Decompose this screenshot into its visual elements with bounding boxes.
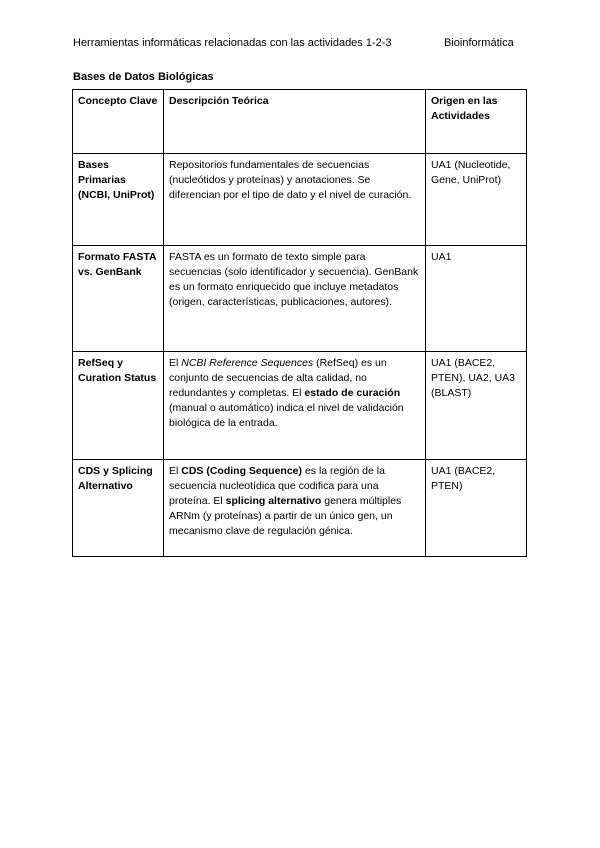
- description-text: (manual o automático) indica el nivel de validación biológica de la entrada.: [169, 402, 404, 429]
- origin-cell: UA1: [426, 246, 527, 352]
- concept-cell: Formato FASTA vs. GenBank: [73, 246, 164, 352]
- description-text: FASTA es un formato de texto simple para secuencias (solo identificador y secuencia). GenBank es un formato enriquecido que incluye metadatos (origen, características, publicaciones, autores).: [169, 251, 419, 308]
- description-text: CDS (Coding Sequence): [181, 465, 303, 477]
- description-cell: [164, 154, 426, 246]
- origin-cell: UA1 (Nucleotide, Gene, UniProt): [426, 154, 527, 246]
- concept-cell: CDS y Splicing Alternativo: [73, 460, 164, 557]
- description-cell: [164, 246, 426, 352]
- origin-cell: UA1 (BACE2, PTEN): [426, 460, 527, 557]
- concept-cell: Bases Primarias (NCBI, UniProt): [73, 154, 164, 246]
- table-row: [73, 352, 527, 460]
- description-text: El: [169, 357, 182, 369]
- description-text: genera múltiples ARNm (y proteínas) a partir de un único gen, un mecanismo clave de regulación génica.: [169, 495, 402, 537]
- section-title: Bases de Datos Biológicas: [73, 71, 214, 83]
- description-text: estado de curación: [304, 387, 401, 399]
- description-text: NCBI Reference Sequences: [181, 357, 314, 369]
- origin-cell: UA1 (BACE2, PTEN), UA2, UA3 (BLAST): [426, 352, 527, 460]
- description-text: El: [169, 465, 182, 477]
- table-row: [73, 154, 527, 246]
- description-text: es la región de la secuencia nucleotídica que codifica para una proteína. El: [169, 465, 385, 507]
- header-origin: Origen en las Actividades: [426, 90, 527, 154]
- header-description: Descripción Teórica: [164, 90, 426, 154]
- header-concept: Concepto Clave: [73, 90, 164, 154]
- description-cell: [164, 352, 426, 460]
- header-left: Herramientas informáticas relacionadas con las actividades 1-2-3: [73, 37, 392, 49]
- concepts-table: [72, 89, 527, 557]
- concept-cell: RefSeq y Curation Status: [73, 352, 164, 460]
- header-right: Bioinformática: [444, 37, 514, 49]
- description-text: splicing alternativo: [225, 495, 322, 507]
- description-text: Repositorios fundamentales de secuencias (nucleótidos y proteínas) y anotaciones. Se diferencian por el tipo de dato y el nivel de curación.: [169, 159, 412, 201]
- table-row: [73, 246, 527, 352]
- description-cell: [164, 460, 426, 557]
- table-row: [73, 460, 527, 557]
- table-header-row: [73, 90, 527, 154]
- description-text: (RefSeq) es un conjunto de secuencias de alta calidad, no redundantes y completas. El: [169, 357, 387, 399]
